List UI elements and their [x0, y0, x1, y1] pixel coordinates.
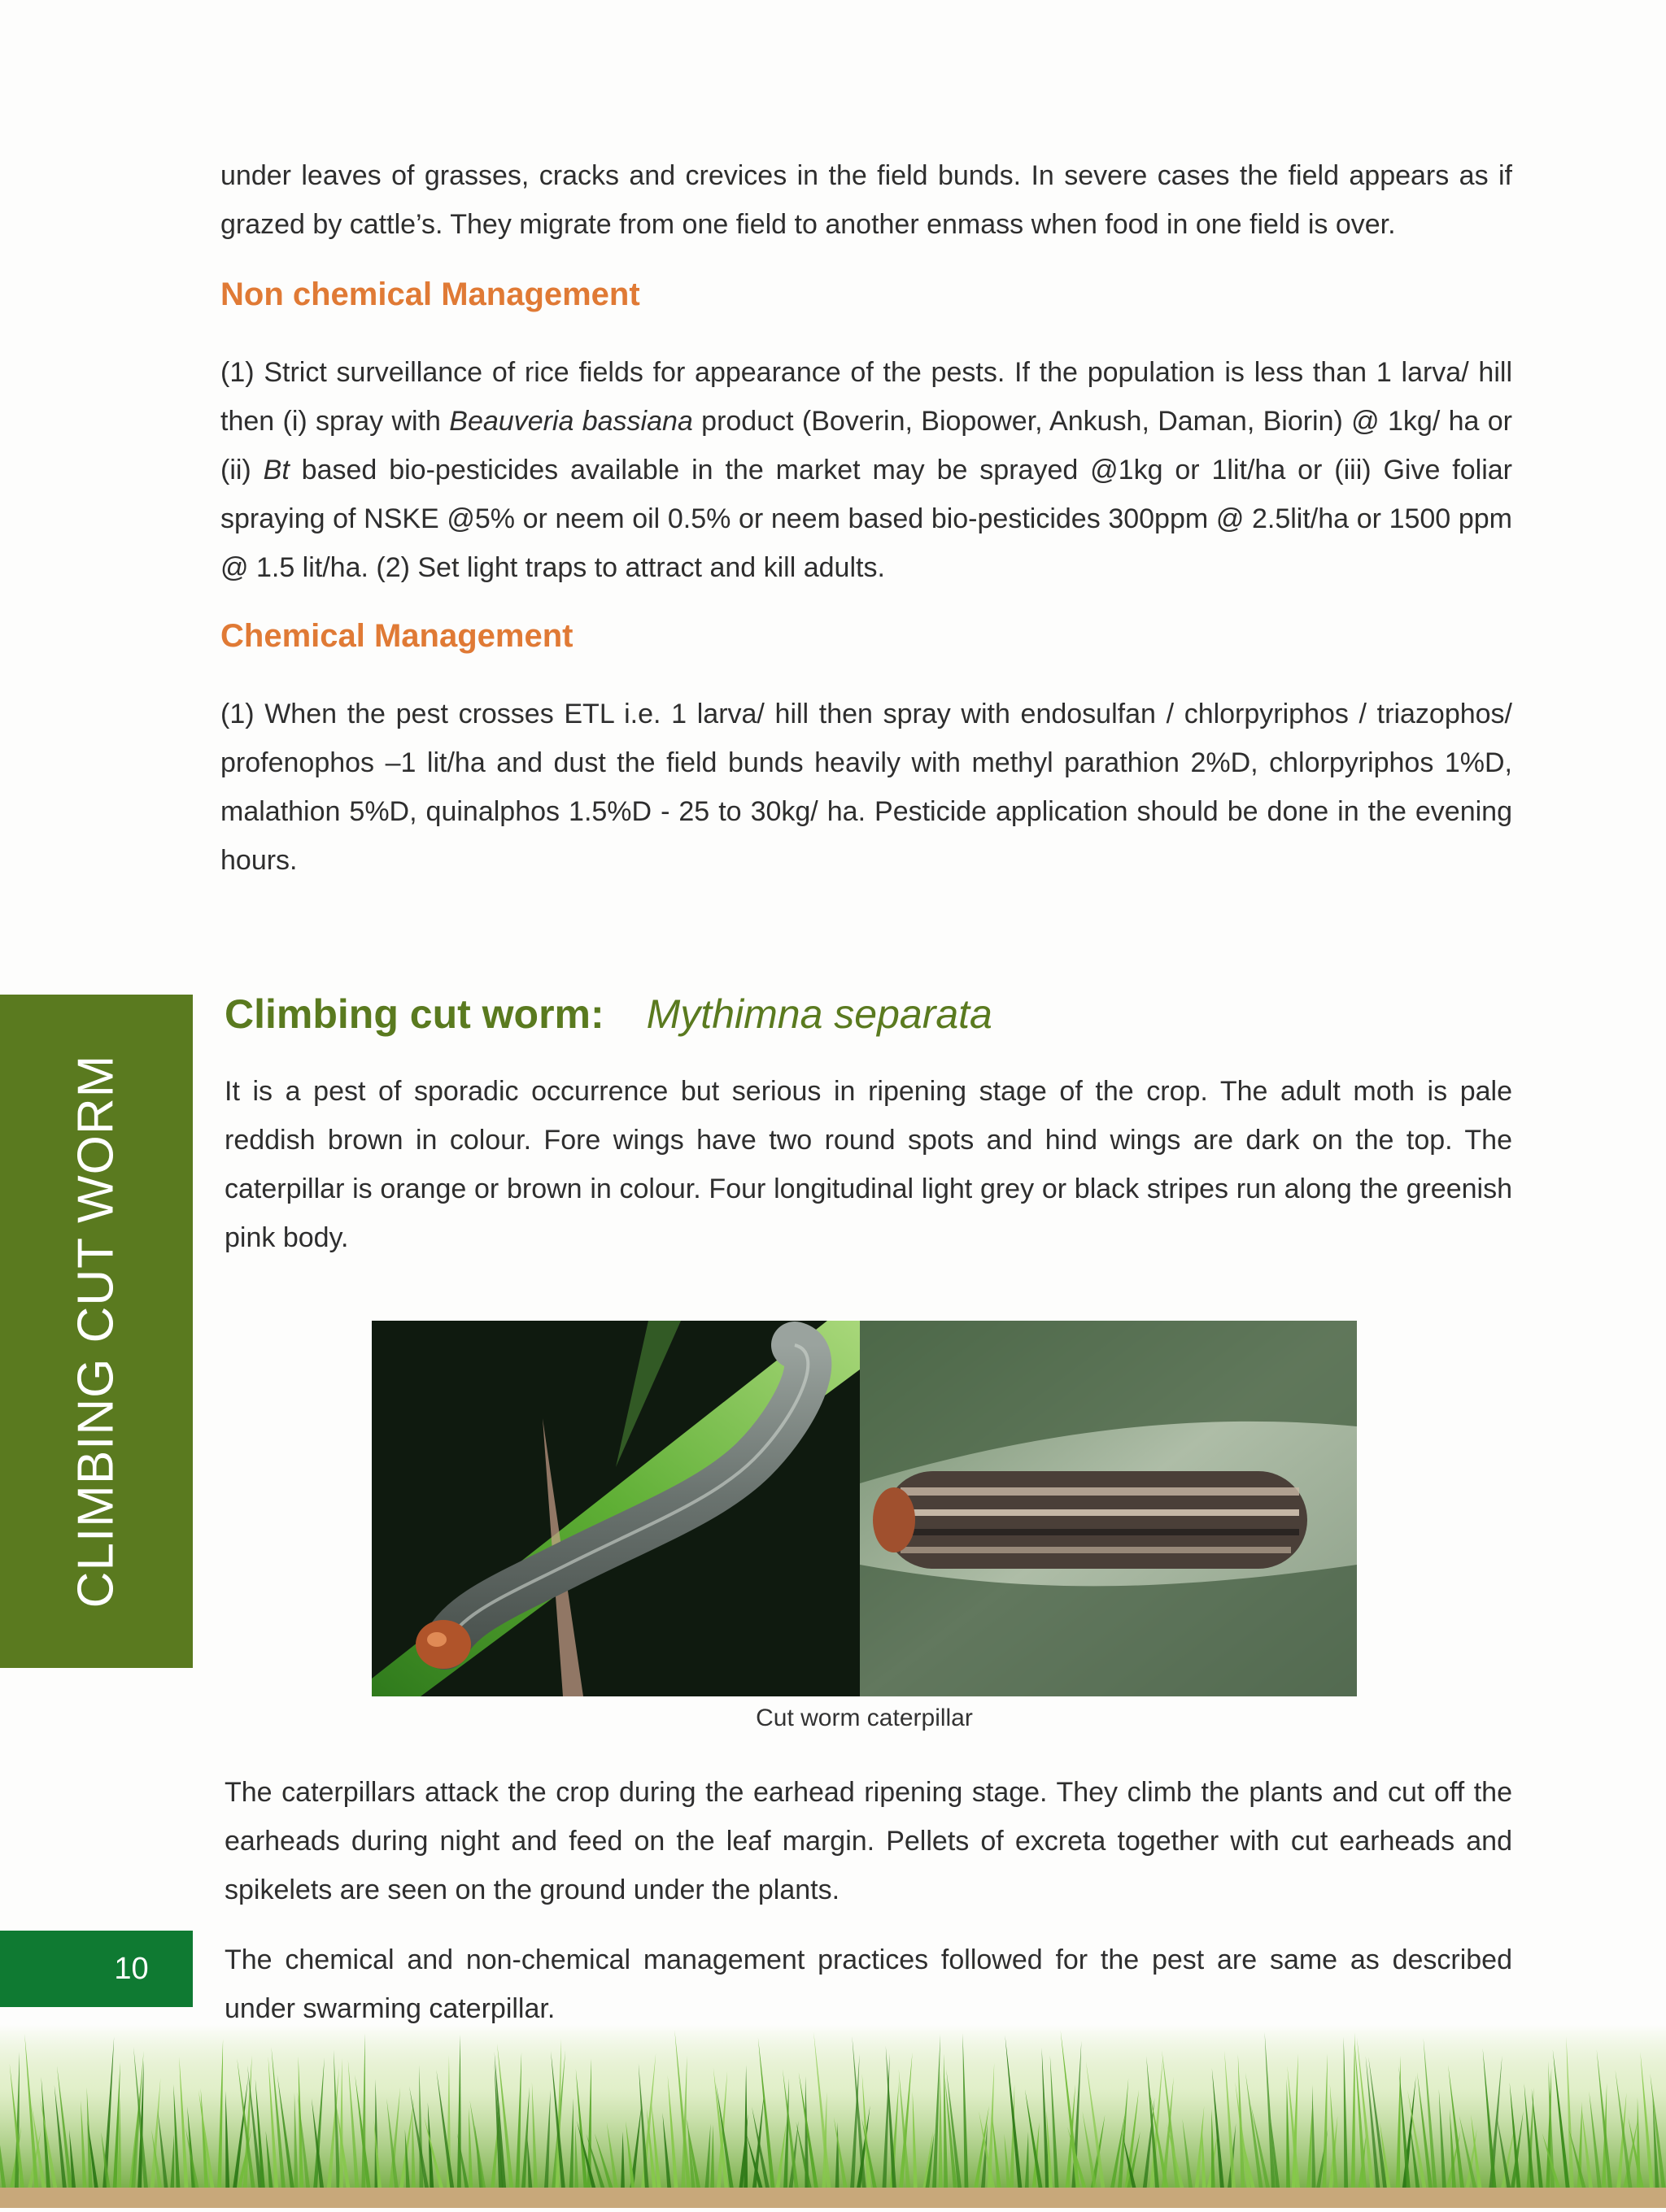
damage-paragraph: The caterpillars attack the crop during the earhead ripening stage. They climb the plants and cut off the earheads during night and feed on the leaf margin. Pellets of excreta together with cut earheads and spikelets are seen on the ground under the plants. — [225, 1777, 1512, 1905]
side-section-tab — [0, 995, 193, 1668]
non-chemical-text-1: (1) Strict surveillance of rice fields for appearance of the pests. If the population is less than 1 larva/ hill then (i) spray with — [220, 357, 1512, 437]
bt-term: Bt — [263, 455, 290, 486]
section-description: It is a pest of sporadic occurrence but serious in ripening stage of the crop. The adult moth is pale reddish brown in colour. Fore wings have two round spots and hind wings are dark on the top. The caterpillar is orange or brown in colour. Four longitudinal light grey or black stripes run along the greenish pink body. — [225, 1076, 1512, 1253]
left-photo — [372, 1321, 860, 1696]
grass-footer-decoration — [0, 2025, 1666, 2208]
species-beauveria: Beauveria bassiana — [449, 406, 693, 437]
chemical-paragraph: (1) When the pest crosses ETL i.e. 1 larva/ hill then spray with endosulfan / chlorpyriphos / triazophos/ profenophos –1 lit/ha and dust the field bunds heavily with methyl parathion 2%D, chlorpyriphos 1%D, malathion 5%D, quinalphos 1.5%D - 25 to 30kg/ ha. Pesticide application should be done in the evening hours. — [220, 699, 1512, 876]
non-chemical-text-3: based bio-pesticides available in the market may be sprayed @1kg or 1lit/ha or (iii) Give foliar spraying of NSKE @5% or neem oil 0.5% or neem based bio-pesticides 300ppm @ 2.5lit/ha or 1500 ppm @ 1.5 lit/ha. (2) Set light traps to attract and kill adults. — [220, 455, 1512, 583]
chemical-heading: Chemical Management — [220, 618, 574, 654]
management-paragraph: The chemical and non-chemical management practices followed for the pest are same as described under swarming caterpillar. — [225, 1944, 1512, 2024]
section-title — [225, 991, 992, 1038]
figure-caption: Cut worm caterpillar — [756, 1705, 973, 1731]
section-species: Mythimna separata — [646, 991, 992, 1037]
non-chemical-heading: Non chemical Management — [220, 276, 640, 312]
non-chemical-paragraph — [220, 348, 1512, 592]
right-photo — [860, 1321, 1357, 1696]
page-number: 10 — [114, 1952, 149, 1986]
section-title-text: Climbing cut worm: — [225, 991, 604, 1037]
caterpillar-photos — [372, 1321, 1357, 1696]
side-tab-label: CLIMBING CUT WORM — [68, 1054, 124, 1609]
non-chemical-text-2: product (Boverin, Biopower, Ankush, Daman, Biorin) @ 1kg/ ha or (ii) — [220, 406, 1512, 486]
intro-paragraph: under leaves of grasses, cracks and crevices in the field bunds. In severe cases the field appears as if grazed by cattle’s. They migrate from one field to another enmass when food in one field is over. — [220, 160, 1512, 240]
